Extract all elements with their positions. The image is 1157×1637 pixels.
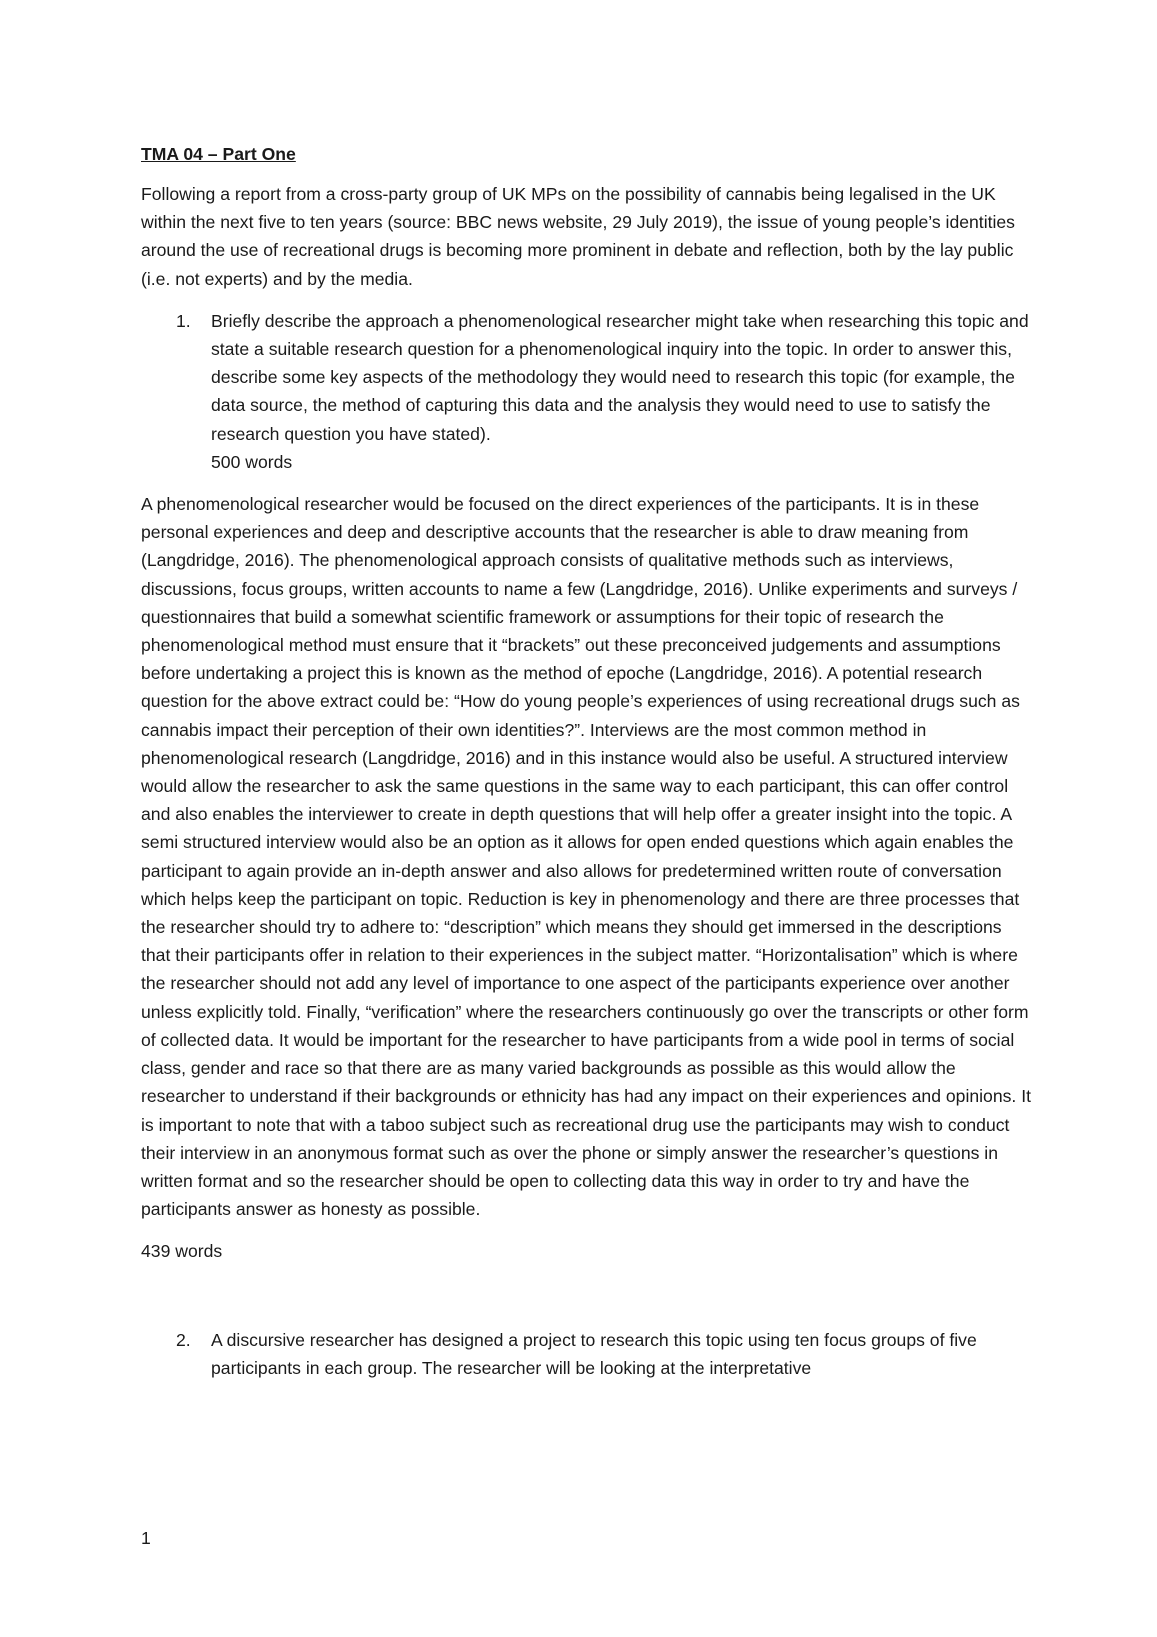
question-1-body bbox=[211, 307, 1031, 476]
answer-1-paragraph: A phenomenological researcher would be focused on the direct experiences of the participants. It is in these personal experiences and deep and descriptive accounts that the researcher is able to draw meaning from (Langdridge, 2016). The phenomenological approach consists of qualitative methods such as interviews, discussions, focus groups, written accounts to name a few (Langdridge, 2016). Unlike experiments and surveys / questionnaires that build a somewhat scientific framework or assumptions for their topic of research the phenomenological method must ensure that it “brackets” out these preconceived judgements and assumptions before undertaking a project this is known as the method of epoche (Langdridge, 2016). A potential research question for the above extract could be: “How do young people’s experiences of using recreational drugs such as cannabis impact their perception of their own identities?”. Interviews are the most common method in phenomenological research (Langdridge, 2016) and in this instance would also be useful. A structured interview would allow the researcher to ask the same questions in the same way to each participant, this can offer control and also enables the interviewer to create in depth questions that will help offer a greater insight into the topic. A semi structured interview would also be an option as it allows for open ended questions which again enables the participant to again provide an in-depth answer and also allows for predetermined written route of conversation which helps keep the participant on topic. Reduction is key in phenomenology and there are three processes that the researcher should try to adhere to: “description” which means they should get immersed in the descriptions that their participants offer in relation to their experiences in the subject matter. “Horizontalisation” which is where the researcher should not add any level of importance to one aspect of the participants experience over another unless explicitly told. Finally, “verification” where the researchers continuously go over the transcripts or other form of collected data. It would be important for the researcher to have participants from a wide pool in terms of social class, gender and race so that there are as many varied backgrounds as possible as this would allow the researcher to understand if their backgrounds or ethnicity has had any impact on their experiences and opinions. It is important to note that with a taboo subject such as recreational drug use the participants may wish to conduct their interview in an anonymous format such as over the phone or simply answer the researcher’s questions in written format and so the researcher should be open to collecting data this way in order to try and have the participants answer as honesty as possible. bbox=[141, 494, 1031, 1220]
answer-1-word-count: 439 words bbox=[141, 1241, 223, 1262]
question-1-text: Briefly describe the approach a phenomenological researcher might take when researching this topic and state a suitable research question for a phenomenological inquiry into the topic. In order to answer this, describe some key aspects of the methodology they would need to research this topic (for example, the data source, the method of capturing this data and the analysis they would need to use to satisfy the research question you have stated). bbox=[211, 310, 1029, 444]
intro-paragraph: Following a report from a cross-party group of UK MPs on the possibility of cannabis being legalised in the UK within the next five to ten years (source: BBC news website, 29 July 2019), the issue of young people’s identities around the use of recreational drugs is becoming more prominent in debate and reflection, both by the lay public (i.e. not experts) and by the media. bbox=[141, 184, 1015, 289]
page-number: 1 bbox=[141, 1528, 151, 1548]
document-title: TMA 04 – Part One bbox=[141, 144, 296, 164]
question-1-word-limit: 500 words bbox=[211, 451, 293, 472]
question-2-number: 2. bbox=[176, 1329, 191, 1350]
question-1-number: 1. bbox=[176, 310, 191, 331]
question-2-text: A discursive researcher has designed a project to research this topic using ten focus groups of five participants in each group. The researcher will be looking at the interpretative bbox=[211, 1329, 977, 1378]
document-page bbox=[141, 140, 1031, 1396]
question-2 bbox=[141, 1326, 1031, 1382]
question-1 bbox=[141, 307, 1031, 476]
